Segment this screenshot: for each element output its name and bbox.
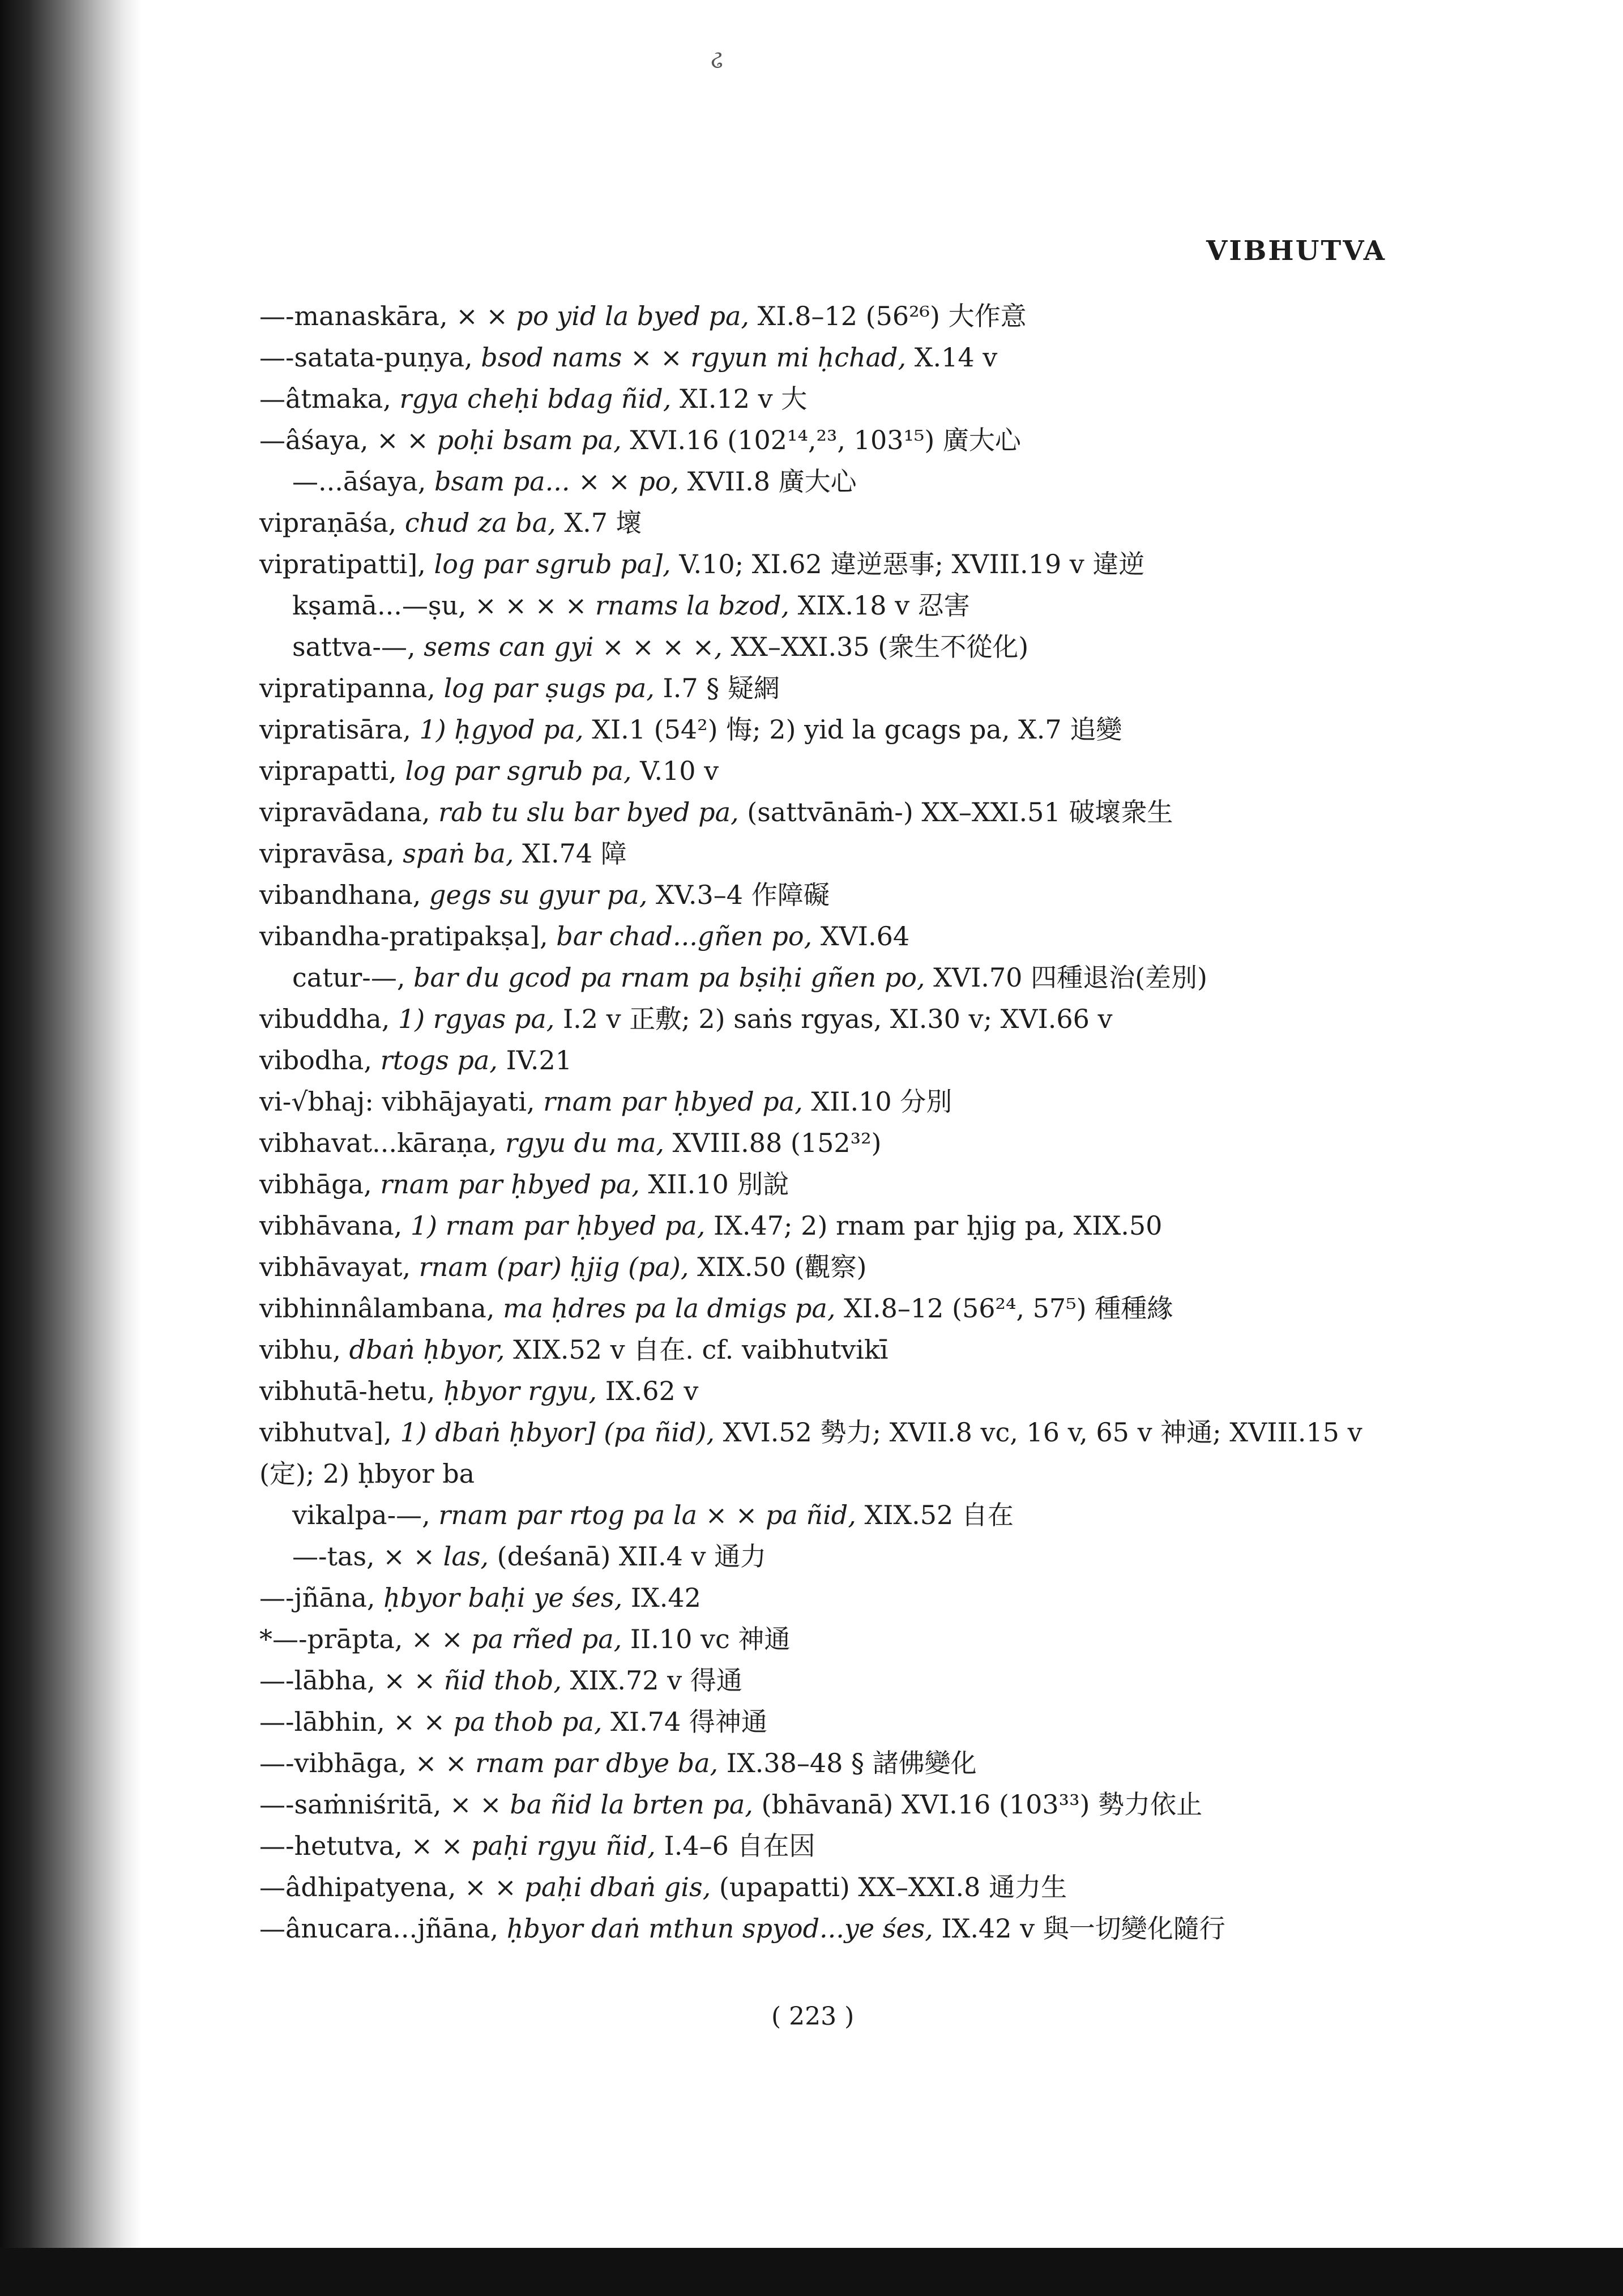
- entry-line: —-manaskāra, × × po yid la byed pa, XI.8–12 (56²⁶) 大作意: [259, 301, 1027, 331]
- entry-line: vibhavat...kāraṇa, rgyu du ma, XVIII.88 (152³²): [259, 1128, 882, 1158]
- entry-line: —-lābha, × × ñid thob, XIX.72 v 得通: [259, 1665, 742, 1696]
- entry-line: —...āśaya, bsam pa... × × po, XVII.8 廣大心: [292, 466, 857, 497]
- entry-line: vikalpa-—, rnam par rtog pa la × × pa ñid, XIX.52 自在: [292, 1500, 1014, 1530]
- entry-line: vipratipanna, log par ṣugs pa, I.7 § 疑網: [259, 673, 780, 703]
- entry-line: vi-√bhaj: vibhājayati, rnam par ḥbyed pa, XII.10 分別: [259, 1086, 953, 1117]
- entry-line: catur-—, bar du gcod pa rnam pa bṣiḥi gñen po, XVI.70 四種退治(差別): [292, 962, 1207, 993]
- entry-line: —-satata-puṇya, bsod nams × × rgyun mi ḥchad, X.14 v: [259, 342, 998, 373]
- entry-line: vibhutā-hetu, ḥbyor rgyu, IX.62 v: [259, 1376, 699, 1406]
- entry-line: —ânucara...jñāna, ḥbyor daṅ mthun spyod...ye śes, IX.42 v 與一切變化隨行: [259, 1913, 1225, 1944]
- entry-line: —-tas, × × las, (deśanā) XII.4 v 通力: [292, 1541, 767, 1572]
- running-header: VIBHUTVA: [1206, 235, 1386, 267]
- scan-shadow-bottom: [0, 2248, 1623, 2296]
- entry-line: vibhutva], 1) dbaṅ ḥbyor] (pa ñid), XVI.52 勢力; XVII.8 vc, 16 v, 65 v 神通; XVIII.15 v (定); 2) ḥbyor ba: [259, 1417, 1363, 1489]
- entry-line: —-jñāna, ḥbyor baḥi ye śes, IX.42: [259, 1582, 701, 1613]
- entry-line: —-saṁniśritā, × × ba ñid la brten pa, (bhāvanā) XVI.16 (103³³) 勢力依止: [259, 1789, 1203, 1820]
- entry-line: vibhāga, rnam par ḥbyed pa, XII.10 別說: [259, 1169, 789, 1200]
- entry-line: —âdhipatyena, × × paḥi dbaṅ gis, (upapatti) XX–XXI.8 通力生: [259, 1872, 1067, 1902]
- entry-line: —-lābhin, × × pa thob pa, XI.74 得神通: [259, 1706, 767, 1737]
- scan-shadow-left: [0, 0, 142, 2296]
- entry-line: vibandhana, gegs su gyur pa, XV.3–4 作障礙: [259, 880, 830, 910]
- entry-line: —âtmaka, rgya cheḥi bdag ñid, XI.12 v 大: [259, 383, 808, 414]
- entry-line: vibodha, rtogs pa, IV.21: [259, 1045, 573, 1076]
- entry-line: vibhinnâlambana, ma ḥdres pa la dmigs pa, XI.8–12 (56²⁴, 57⁵) 種種緣: [259, 1293, 1173, 1324]
- page-number: ( 223 ): [771, 2002, 855, 2031]
- entry-line: kṣamā...—ṣu, × × × × rnams la bzod, XIX.18 v 忍害: [292, 590, 970, 621]
- entry-line: —-hetutva, × × paḥi rgyu ñid, I.4–6 自在因: [259, 1830, 815, 1861]
- entry-line: —âśaya, × × poḥi bsam pa, XVI.16 (102¹⁴,²³, 103¹⁵) 廣大心: [259, 425, 1021, 455]
- entry-line: vibhāvayat, rnam (par) ḥjig (pa), XIX.50 (觀察): [259, 1252, 867, 1282]
- entry-line: *—-prāpta, × × pa rñed pa, II.10 vc 神通: [259, 1624, 791, 1654]
- entry-line: viprapatti, log par sgrub pa, V.10 v: [259, 756, 719, 786]
- entry-line: —-vibhāga, × × rnam par dbye ba, IX.38–48 § 諸佛變化: [259, 1748, 977, 1778]
- entry-line: vibandha-pratipakṣa], bar chad...gñen po, XVI.64: [259, 921, 910, 951]
- entry-line: vibuddha, 1) rgyas pa, I.2 v 正敷; 2) saṅs rgyas, XI.30 v; XVI.66 v: [259, 1004, 1113, 1034]
- entry-line: vipratisāra, 1) ḥgyod pa, XI.1 (54²) 悔; 2) yid la gcags pa, X.7 追變: [259, 714, 1122, 745]
- entry-line: vipravādana, rab tu slu bar byed pa, (sattvānāṁ-) XX–XXI.51 破壞衆生: [259, 797, 1173, 827]
- entry-line: vipravāsa, spaṅ ba, XI.74 障: [259, 838, 627, 869]
- entry-line: vibhāvana, 1) rnam par ḥbyed pa, IX.47; 2) rnam par ḥjig pa, XIX.50: [259, 1210, 1163, 1241]
- entry-line: vipratipatti], log par sgrub pa], V.10; XI.62 違逆惡事; XVIII.19 v 違逆: [259, 549, 1145, 579]
- entry-line: sattva-—, sems can gyi × × × ×, XX–XXI.35 (衆生不從化): [292, 631, 1029, 662]
- entry-line: vibhu, dbaṅ ḥbyor, XIX.52 v 自在. cf. vaibhutvikī: [259, 1334, 889, 1365]
- entry-line: vipraṇāśa, chud za ba, X.7 壞: [259, 507, 642, 538]
- page-mark: ઢ: [711, 45, 723, 74]
